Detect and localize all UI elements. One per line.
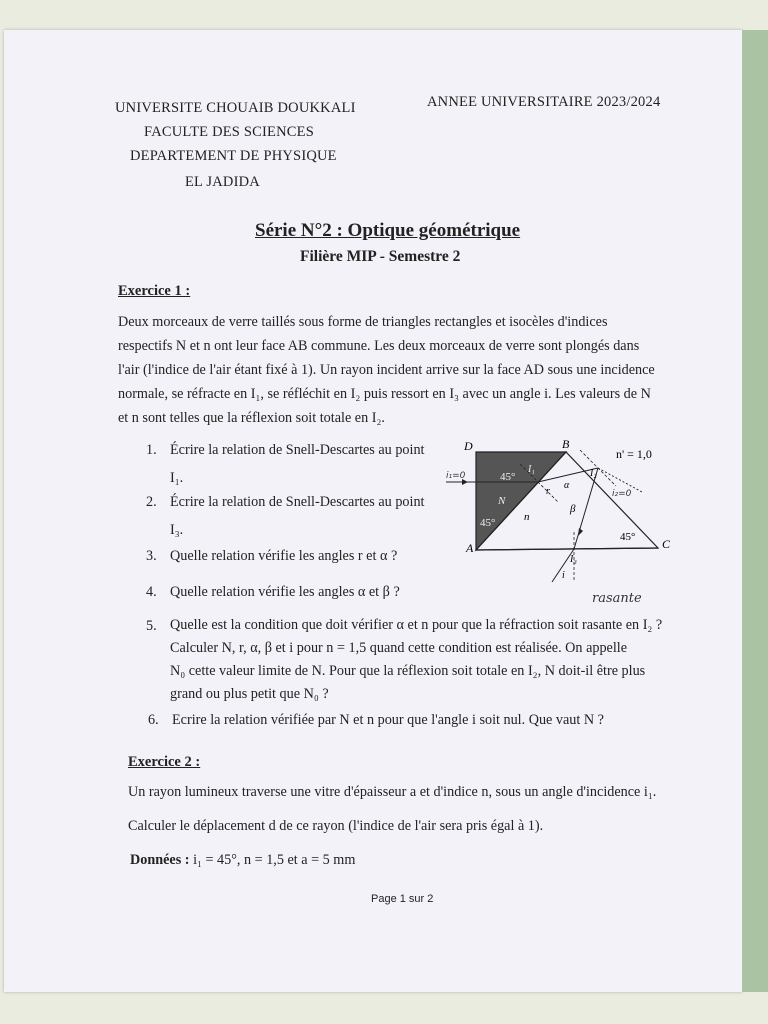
question-text: Calculer N, r, α, β et i pour n = 1,5 quand cette condition est réalisée. On appelle [170, 640, 628, 656]
handwritten-note: rasante [592, 591, 642, 606]
department-name: DEPARTEMENT DE PHYSIQUE [130, 148, 337, 164]
background-strip [742, 30, 768, 992]
face-AC [476, 548, 658, 550]
question-1 [146, 436, 446, 492]
label-beta: β [570, 503, 576, 515]
question-number: 3. [146, 548, 157, 564]
question-number: 6. [148, 712, 159, 728]
question-3 [146, 542, 446, 570]
question-number: 5. [146, 618, 157, 634]
exercise2-line-1: Un rayon lumineux traverse une vitre d'épaisseur a et d'indice n, sous un angle d'incidence i₁. [128, 784, 657, 800]
label-alpha: α [564, 480, 570, 491]
handwritten-i2: i₂=0 [612, 489, 632, 499]
intro-line: Deux morceaux de verre taillés sous forme de triangles rectangles et isocèles d'indices [118, 314, 608, 330]
exercise2-data [130, 852, 355, 869]
intro-line: normale, se réfracte en I₁, se réfléchit en I₂ puis ressort en I₃ avec un angle i. Les valeurs de N [118, 386, 651, 402]
question-text: Écrire la relation de Snell-Descartes au point [170, 494, 425, 510]
exercise2-heading: Exercice 2 : [128, 754, 201, 770]
university-name: UNIVERSITE CHOUAIB DOUKKALI [115, 100, 356, 116]
label-N: N [498, 495, 506, 507]
city-name: EL JADIDA [185, 174, 260, 190]
label-angle-45-left: 45° [480, 517, 496, 529]
faculty-name: FACULTE DES SCIENCES [144, 124, 314, 140]
question-number: 4. [146, 584, 157, 600]
question-text: N₀ cette valeur limite de N. Pour que la réflexion soit totale en I₂, N doit-il être plus [170, 663, 646, 679]
handwritten-i1: i₁=0 [446, 471, 466, 481]
question-text: Quelle relation vérifie les angles r et α ? [170, 548, 398, 564]
question-text: Quelle est la condition que doit vérifier α et n pour que la réfraction soit rasante en I₂ ? [170, 617, 663, 633]
label-B: B [562, 437, 570, 451]
question-number: 1. [146, 442, 157, 458]
label-C: C [662, 537, 671, 551]
label-I1: I₁ [528, 464, 535, 475]
label-I3: I₃ [570, 554, 577, 565]
academic-year: ANNEE UNIVERSITAIRE 2023/2024 [427, 94, 661, 110]
label-A: A [466, 541, 474, 555]
question-text: I₁. [170, 470, 184, 486]
question-text: Ecrire la relation vérifiée par N et n pour que l'angle i soit nul. Que vaut N ? [172, 712, 604, 728]
label-r: r [546, 486, 550, 497]
question-text: Écrire la relation de Snell-Descartes au point [170, 442, 425, 458]
page-number: Page 1 sur 2 [371, 893, 434, 905]
page-subtitle: Filière MIP - Semestre 2 [300, 248, 461, 265]
intro-line: l'air (l'indice de l'air étant fixé à 1). Un rayon incident arrive sur la face AD sous une incidence [118, 362, 655, 378]
intro-line: et n sont telles que la réflexion soit totale en I₂. [118, 410, 385, 426]
data-values: i₁ = 45°, n = 1,5 et a = 5 mm [193, 852, 356, 868]
intro-line: respectifs N et n ont leur face AB commune. Les deux morceaux de verre sont plongés dans [118, 338, 640, 354]
question-2 [146, 488, 446, 544]
prism-figure [440, 432, 700, 607]
label-n: n [524, 511, 530, 523]
label-angle-45-top: 45° [500, 471, 516, 483]
exercise2-line-2: Calculer le déplacement d de ce rayon (l'indice de l'air sera pris égal à 1). [128, 818, 544, 834]
exercise1-intro [118, 310, 658, 430]
question-number: 2. [146, 494, 157, 510]
data-label: Données : [130, 852, 190, 868]
question-6 [148, 706, 668, 734]
label-i: i [562, 570, 565, 581]
question-text: I₃. [170, 522, 184, 538]
reflected-ray [574, 468, 598, 549]
arrow-icon [578, 528, 583, 536]
label-angle-45-right: 45° [620, 531, 636, 543]
label-n-prime: n' = 1,0 [616, 447, 652, 461]
question-text: Quelle relation vérifie les angles α et β ? [170, 584, 400, 600]
label-D: D [464, 439, 473, 453]
label-I2: I₂ [590, 468, 597, 479]
page-title: Série N°2 : Optique géométrique [255, 220, 521, 241]
exercise1-heading: Exercice 1 : [118, 283, 191, 299]
question-text: grand ou plus petit que N₀ ? [170, 686, 329, 702]
question-4 [146, 578, 446, 606]
